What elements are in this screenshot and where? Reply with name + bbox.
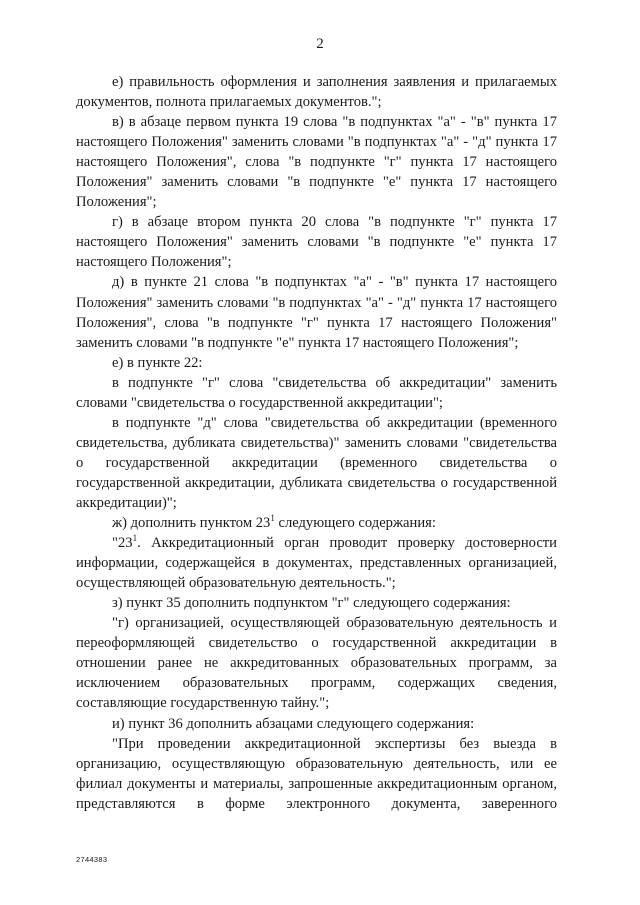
paragraph-quote-23-1 xyxy=(76,533,557,593)
paragraph-zh-suffix: следующего содержания: xyxy=(274,515,436,532)
paragraph-i-point-36: и) пункт 36 дополнить абзацами следующего содержания: xyxy=(112,715,475,732)
paragraph-z-point-35: з) пункт 35 дополнить подпунктом "г" следующего содержания: xyxy=(112,595,511,612)
paragraph-g-point-20: г) в абзаце втором пункта 20 слова "в подпункте "г" пункта 17 настоящего Положения" заменить словами "в подпункте "е" пункта 17 настоящего Положения"; xyxy=(76,214,557,271)
paragraph-zh-prefix: ж) дополнить пунктом 23 xyxy=(112,515,271,532)
paragraph-e-validity: е) правильность оформления и заполнения заявления и прилагаемых документов, полнота прилагаемых документов."; xyxy=(76,74,557,111)
paragraph-quote-g: "г) организацией, осуществляющей образовательную деятельность и переоформляющей свидетельство о государственной аккредитации в отношении ранее не аккредитованных образовательных программ, за исключением образовательных программ, содержащих сведения, составляющие государственную тайну."; xyxy=(76,615,557,712)
paragraph-subpoint-d: в подпункте "д" слова "свидетельства об аккредитации (временного свидетельства, дубликата свидетельства)" заменить словами "свидетельства о государственной аккредитации (временного свидетельства о государственной аккредитации, дубликата свидетельства о государственной аккредитации)"; xyxy=(76,414,557,511)
paragraph-quote-expertise: "При проведении аккредитационной экспертизы без выезда в организацию, осуществляющую образовательную деятельность, или ее филиал документы и материалы, запрошенные аккредитационным органом, представляются в форме электронного документа, заверенного xyxy=(76,735,557,812)
superscript: 1 xyxy=(132,533,138,544)
paragraph-v-point-19: в) в абзаце первом пункта 19 слова "в подпунктах "а" - "в" пункта 17 настоящего Положения" заменить словами "в подпунктах "а" - "д" пункта 17 настоящего Положения", слова "в подпункте "г" пункта 17 настоящего Положения" заменить словами "в подпункте "е" пункта 17 настоящего Положения"; xyxy=(76,114,557,211)
superscript: 1 xyxy=(270,513,275,524)
paragraph-subpoint-g: в подпункте "г" слова "свидетельства об аккредитации" заменить словами "свидетельства о государственной аккредитации"; xyxy=(76,374,557,411)
document-id: 2744383 xyxy=(76,855,108,864)
paragraph-zh-point-23-1 xyxy=(76,513,557,533)
page-number: 2 xyxy=(316,36,324,52)
paragraph-d-point-21: д) в пункте 21 слова "в подпунктах "а" - "в" пункта 17 настоящего Положения" заменить словами "в подпунктах "а" - "д" пункта 17 настоящего Положения", слова "в подпункте "г" пункта 17 настоящего Положения" заменить словами "в подпункте "е" пункта 17 настоящего Положения"; xyxy=(76,274,557,351)
document-body xyxy=(76,72,557,814)
quote-suffix: . Аккредитационный орган проводит проверку достоверности информации, содержащейся в документах, представленных организацией, осуществляющей образовательную деятельность."; xyxy=(76,535,557,592)
paragraph-e-point-22: е) в пункте 22: xyxy=(112,354,203,371)
quote-prefix: "23 xyxy=(112,535,133,552)
